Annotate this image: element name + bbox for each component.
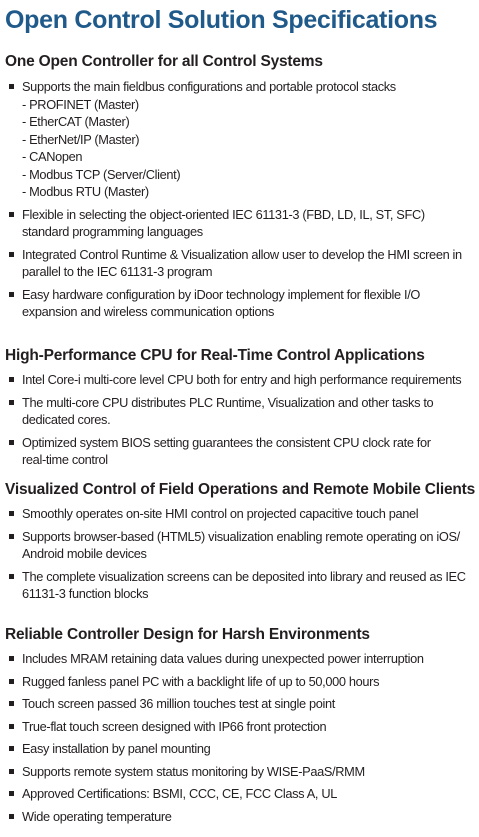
bullet-icon: [9, 746, 14, 751]
sub-item: - PROFINET (Master): [22, 96, 139, 112]
item-text: Smoothly operates on-site HMI control on projected capacitive touch panel: [22, 506, 419, 521]
item-text: 61131-3 function blocks: [22, 586, 149, 601]
bullet-icon: [9, 679, 14, 684]
section-heading: High-Performance CPU for Real-Time Control Applications: [5, 347, 425, 364]
bullet-icon: [9, 534, 14, 539]
item-text: Flexible in selecting the object-oriented IEC 61131-3 (FBD, LD, IL, ST, SFC): [22, 206, 425, 222]
list-item: [5, 286, 475, 321]
list-item: [5, 650, 475, 668]
bullet-icon: [9, 400, 14, 405]
list-item: [5, 718, 475, 736]
bullet-icon: [9, 440, 14, 445]
section-high-performance-cpu: [5, 347, 475, 469]
sub-item: - CANopen: [22, 149, 83, 164]
bullet-icon: [9, 511, 14, 516]
item-text: Optimized system BIOS setting guarantees the consistent CPU clock rate for: [22, 434, 431, 450]
bullet-list: [5, 371, 475, 469]
page-title: Open Control Solution Specifications: [5, 6, 438, 34]
section-reliable-design: [5, 626, 475, 825]
list-item: [5, 740, 475, 758]
bullet-icon: [9, 724, 14, 729]
section-open-controller: [5, 53, 475, 321]
item-text: standard programming languages: [22, 224, 203, 239]
list-item: [5, 528, 475, 563]
bullet-icon: [9, 814, 14, 819]
list-item: [5, 568, 475, 603]
section-heading: Visualized Control of Field Operations and Remote Mobile Clients: [5, 481, 476, 498]
bullet-icon: [9, 769, 14, 774]
bullet-icon: [9, 252, 14, 257]
list-item: [5, 785, 475, 803]
bullet-icon: [9, 292, 14, 297]
bullet-icon: [9, 377, 14, 382]
list-item: [5, 434, 475, 469]
list-item: [5, 246, 475, 281]
item-text: True-flat touch screen designed with IP66 front protection: [22, 718, 327, 734]
sub-item: - Modbus TCP (Server/Client): [22, 166, 181, 182]
bullet-icon: [9, 656, 14, 661]
bullet-icon: [9, 574, 14, 579]
item-text: Supports remote system status monitoring by WISE-PaaS/RMM: [22, 763, 365, 779]
sub-item: - EtherNet/IP (Master): [22, 131, 140, 147]
bullet-list: [5, 78, 475, 321]
sub-item: - Modbus RTU (Master): [22, 184, 149, 199]
sub-item: - EtherCAT (Master): [22, 114, 130, 129]
list-item: [5, 371, 475, 389]
item-text: dedicated cores.: [22, 412, 111, 427]
item-text: expansion and wireless communication options: [22, 304, 275, 319]
bullet-list: [5, 505, 475, 603]
section-heading: Reliable Controller Design for Harsh Environments: [5, 626, 370, 643]
item-text: Includes MRAM retaining data values during unexpected power interruption: [22, 651, 424, 666]
item-text: Intel Core-i multi-core level CPU both for entry and high performance requirements: [22, 372, 462, 387]
list-item: [5, 695, 475, 713]
item-text: real-time control: [22, 452, 108, 467]
list-item: [5, 763, 475, 781]
bullet-icon: [9, 84, 14, 89]
section-heading: One Open Controller for all Control Systems: [5, 53, 323, 70]
list-item: [5, 673, 475, 691]
item-text: Approved Certifications: BSMI, CCC, CE, FCC Class A, UL: [22, 786, 337, 801]
item-text: Wide operating temperature: [22, 808, 172, 824]
item-text: Easy hardware configuration by iDoor technology implement for flexible I/O: [22, 286, 421, 302]
item-text: Supports browser-based (HTML5) visualization enabling remote operating on iOS/: [22, 528, 460, 544]
list-item: [5, 206, 475, 241]
item-text: Rugged fanless panel PC with a backlight life of up to 50,000 hours: [22, 673, 380, 689]
item-text: The complete visualization screens can be deposited into library and reused as IEC: [22, 568, 466, 584]
item-text: Integrated Control Runtime & Visualization allow user to develop the HMI screen in: [22, 246, 462, 262]
bullet-icon: [9, 791, 14, 796]
item-text: Android mobile devices: [22, 546, 147, 561]
list-item: [5, 394, 475, 429]
item-text: parallel to the IEC 61131-3 program: [22, 264, 213, 279]
item-text: Easy installation by panel mounting: [22, 741, 211, 756]
item-text: The multi-core CPU distributes PLC Runtime, Visualization and other tasks to: [22, 394, 434, 410]
bullet-icon: [9, 212, 14, 217]
list-item: [5, 505, 475, 523]
item-text: Supports the main fieldbus configurations and portable protocol stacks: [22, 79, 396, 94]
list-item: [5, 808, 475, 826]
bullet-icon: [9, 701, 14, 706]
bullet-list: [5, 650, 475, 825]
item-text: Touch screen passed 36 million touches test at single point: [22, 696, 335, 711]
list-item: [5, 78, 475, 201]
section-visualized-control: [5, 481, 475, 603]
